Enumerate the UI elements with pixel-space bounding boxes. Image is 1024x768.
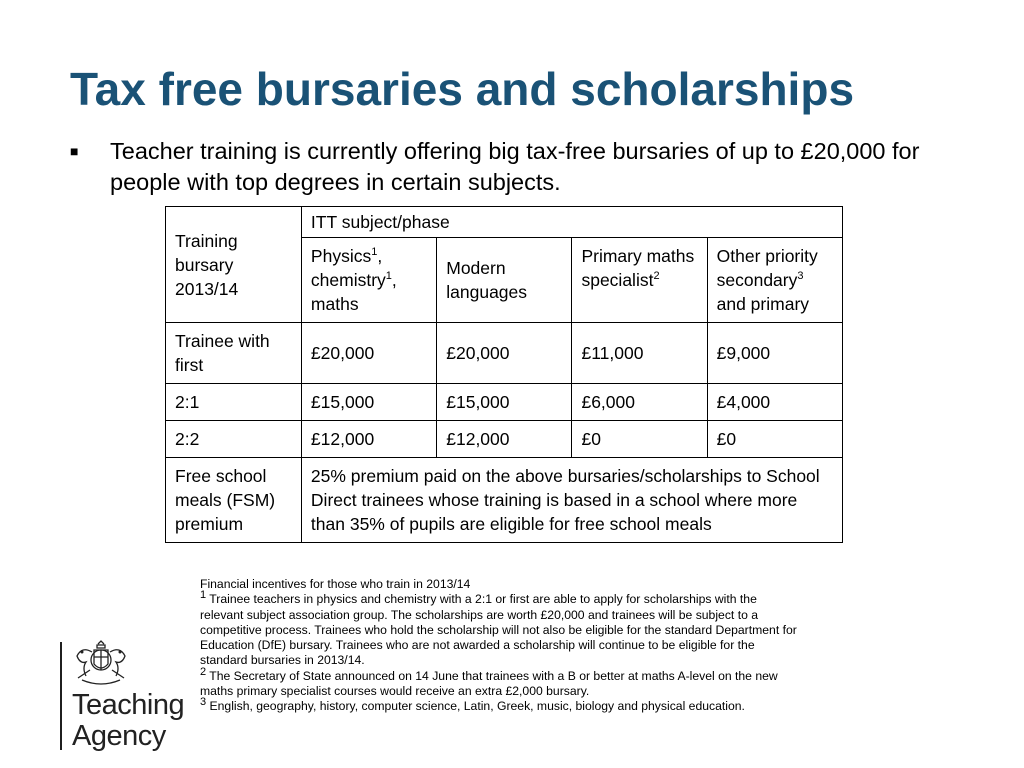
row-label: 2:2 [166,421,302,458]
bullet-point [70,136,970,198]
fsm-premium-cell: 25% premium paid on the above bursaries/scholarships to School Direct trainees whose training is based in a school where more than 35% of pupils are eligible for free school meals [301,458,842,543]
header-other-priority: Other priority secondary$^3$ and primary [707,238,842,323]
royal-crest-icon [72,640,130,688]
row-label: Trainee with first [166,323,302,384]
square-bullet-icon: ■ [70,143,79,159]
table-row [166,421,843,458]
table-corner-cell: Training bursary 2013/14 [166,207,302,323]
table-cell: £15,000 [437,384,572,421]
table-cell: £0 [707,421,842,458]
table-cell: £0 [572,421,707,458]
bursary-table [165,206,843,543]
group-header-cell: ITT subject/phase [301,207,842,238]
table-row-fsm [166,458,843,543]
row-label: Free school meals (FSM) premium [166,458,302,543]
table-cell: £20,000 [437,323,572,384]
logo-wordmark [72,690,184,752]
table-cell: £12,000 [437,421,572,458]
footnote-2: $^2$ The Secretary of State announced on 14 June that trainees with a B or better at maths A-level on the new maths primary specialist courses would receive an extra £2,000 bursary. [200,665,778,699]
header-primary-maths: Primary maths specialist$^2$ [572,238,707,323]
table-cell: £20,000 [301,323,436,384]
footnotes [200,577,800,715]
header-physics-chemistry-maths: Physics$^1$, chemistry$^1$, maths [301,238,436,323]
table-cell: £11,000 [572,323,707,384]
footnote-1: $^1$ Trainee teachers in physics and chemistry with a 2:1 or first are able to apply for scholarships with the relevant subject association group. The scholarships are worth £20,000 and trainees will be subject to a competitive process. Trainees who hold the scholarship will not also be eligible for the standard Department for Education (DfE) bursary. Trainees who are not awarded a scholarship will continue to be eligible for the standard bursaries in 2013/14. [200,589,797,668]
teaching-agency-logo [60,640,190,755]
row-label: 2:1 [166,384,302,421]
table-header-row [166,207,843,238]
table-cell: £15,000 [301,384,436,421]
table-row [166,323,843,384]
table-cell: £4,000 [707,384,842,421]
bullet-text: Teacher training is currently offering big tax-free bursaries of up to £20,000 for people with top degrees in certain subjects. [110,138,920,195]
footnote-heading: Financial incentives for those who train in 2013/14 [200,577,471,591]
footnote-3: $^3$ English, geography, history, computer science, Latin, Greek, music, biology and physical education. [200,696,745,714]
logo-divider [60,642,62,750]
logo-line-1: Teaching [72,689,185,721]
logo-line-2: Agency [72,720,166,752]
table-cell: £6,000 [572,384,707,421]
header-modern-languages: Modern languages [437,238,572,323]
table-cell: £9,000 [707,323,842,384]
slide-title: Tax free bursaries and scholarships [70,63,855,115]
table-row [166,384,843,421]
table-cell: £12,000 [301,421,436,458]
